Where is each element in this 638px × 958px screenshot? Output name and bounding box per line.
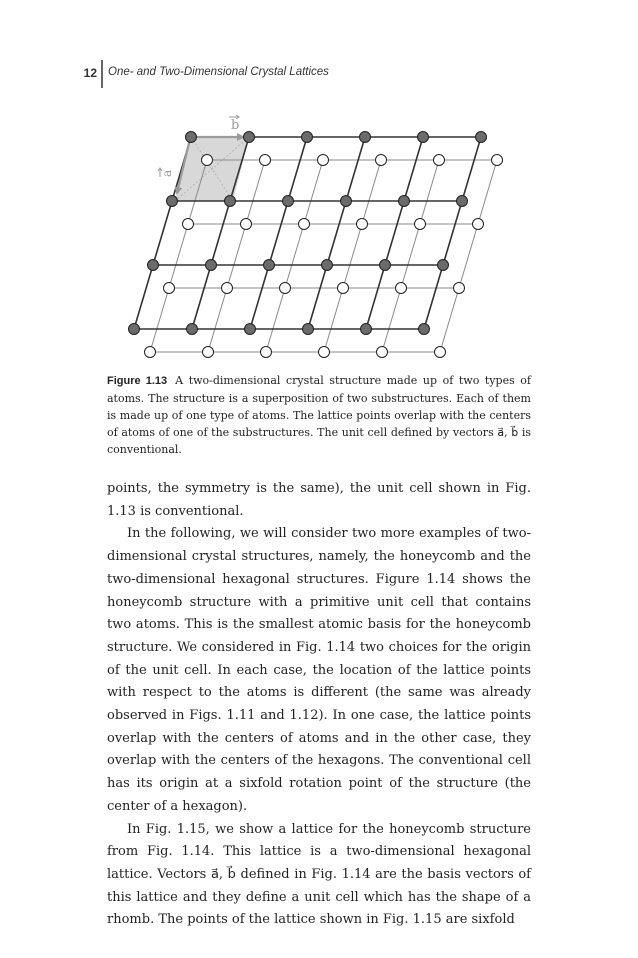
dark-atom (264, 260, 275, 271)
light-atom (280, 283, 291, 294)
light-atom (492, 155, 503, 166)
dark-atom (361, 324, 372, 335)
light-atom (338, 283, 349, 294)
paragraph: points, the symmetry is the same), the unit cell shown in Fig. 1.13 is conventional. (107, 481, 531, 519)
vector-b-text: b (231, 118, 240, 133)
dark-atom (360, 132, 371, 143)
light-column-bond (440, 160, 497, 352)
dark-atom (225, 196, 236, 207)
light-atom (434, 155, 445, 166)
light-atom (473, 219, 484, 230)
crystal-lattice-figure (125, 115, 515, 360)
figure-label: Figure 1.13 (107, 375, 168, 387)
caption-text: A two-dimensional crystal structure made up of two types of atoms. The structure is a superposition of two substructures. Each of them is made up of one type of atoms. The lattice points overlap with the centers of atoms of one of the substructures. The unit cell defined by vectors a⃗, b⃗ is conventional. (107, 374, 531, 456)
dark-atom (206, 260, 217, 271)
light-atom (377, 347, 388, 358)
dark-column-bond (424, 137, 481, 329)
light-atom (261, 347, 272, 358)
dark-column-bond (366, 137, 423, 329)
dark-atom (476, 132, 487, 143)
light-atom (222, 283, 233, 294)
dark-atom (380, 260, 391, 271)
light-atom (319, 347, 330, 358)
light-atom (145, 347, 156, 358)
dark-atom (129, 324, 140, 335)
dark-atom (167, 196, 178, 207)
dark-atom (399, 196, 410, 207)
light-atom (202, 155, 213, 166)
dark-atom (419, 324, 430, 335)
paragraph: In Fig. 1.15, we show a lattice for the honeycomb structure from Fig. 1.14. This lattice is a two-dimensional hexagonal lattice. Vectors a⃗, b⃗ defined in Fig. 1.14 are the basis vectors of this lattice and they define a unit cell which has the shape of a rhomb. The points of the lattice shown in Fig. 1.15 are sixfold (107, 821, 531, 928)
light-column-bond (324, 160, 381, 352)
dark-atom (303, 324, 314, 335)
light-atom (241, 219, 252, 230)
dark-substructure-atoms (129, 132, 487, 335)
light-atom (164, 283, 175, 294)
dark-atom (187, 324, 198, 335)
dark-atom (186, 132, 197, 143)
dark-atom (244, 132, 255, 143)
dark-column-bond (308, 137, 365, 329)
figure-caption (107, 372, 531, 458)
light-column-bond (382, 160, 439, 352)
dark-atom (438, 260, 449, 271)
vector-b-label (229, 115, 239, 133)
paragraph: In the following, we will consider two more examples of two-dimensional crystal structures, namely, the honeycomb and the two-dimensional hexagonal structures. Figure 1.14 shows the honeycomb structure with a primitive unit cell that contains two atoms. This is the smallest atomic basis for the honeycomb structure. We considered in Fig. 1.14 two choices for the origin of the unit cell. In each case, the location of the lattice points with respect to the atoms is different (the same was already observed in Figs. 1.11 and 1.12). In one case, the lattice points overlap with the centers of atoms and in the other case, they overlap with the centers of the hexagons. The conventional cell has its origin at a sixfold rotation point of the structure (the center of a hexagon). (107, 526, 531, 814)
vector-a-text: a (160, 169, 174, 177)
dark-atom (457, 196, 468, 207)
body-text (107, 478, 531, 932)
dark-column-bond (250, 137, 307, 329)
light-atom (454, 283, 465, 294)
light-atom (299, 219, 310, 230)
light-atom (435, 347, 446, 358)
light-atom (318, 155, 329, 166)
page-number: 12 (83, 66, 97, 80)
dark-atom (283, 196, 294, 207)
light-column-bond (266, 160, 323, 352)
dark-atom (322, 260, 333, 271)
light-atom (415, 219, 426, 230)
light-atom (183, 219, 194, 230)
light-atom (396, 283, 407, 294)
light-atom (376, 155, 387, 166)
dark-atom (341, 196, 352, 207)
running-title: One- and Two-Dimensional Crystal Lattices (108, 66, 329, 78)
running-header (80, 60, 560, 88)
dark-atom (245, 324, 256, 335)
light-atom (357, 219, 368, 230)
dark-atom (148, 260, 159, 271)
light-atom (203, 347, 214, 358)
header-rule (101, 60, 103, 88)
dark-atom (418, 132, 429, 143)
light-atom (260, 155, 271, 166)
vector-a-label (158, 168, 174, 177)
dark-atom (302, 132, 313, 143)
